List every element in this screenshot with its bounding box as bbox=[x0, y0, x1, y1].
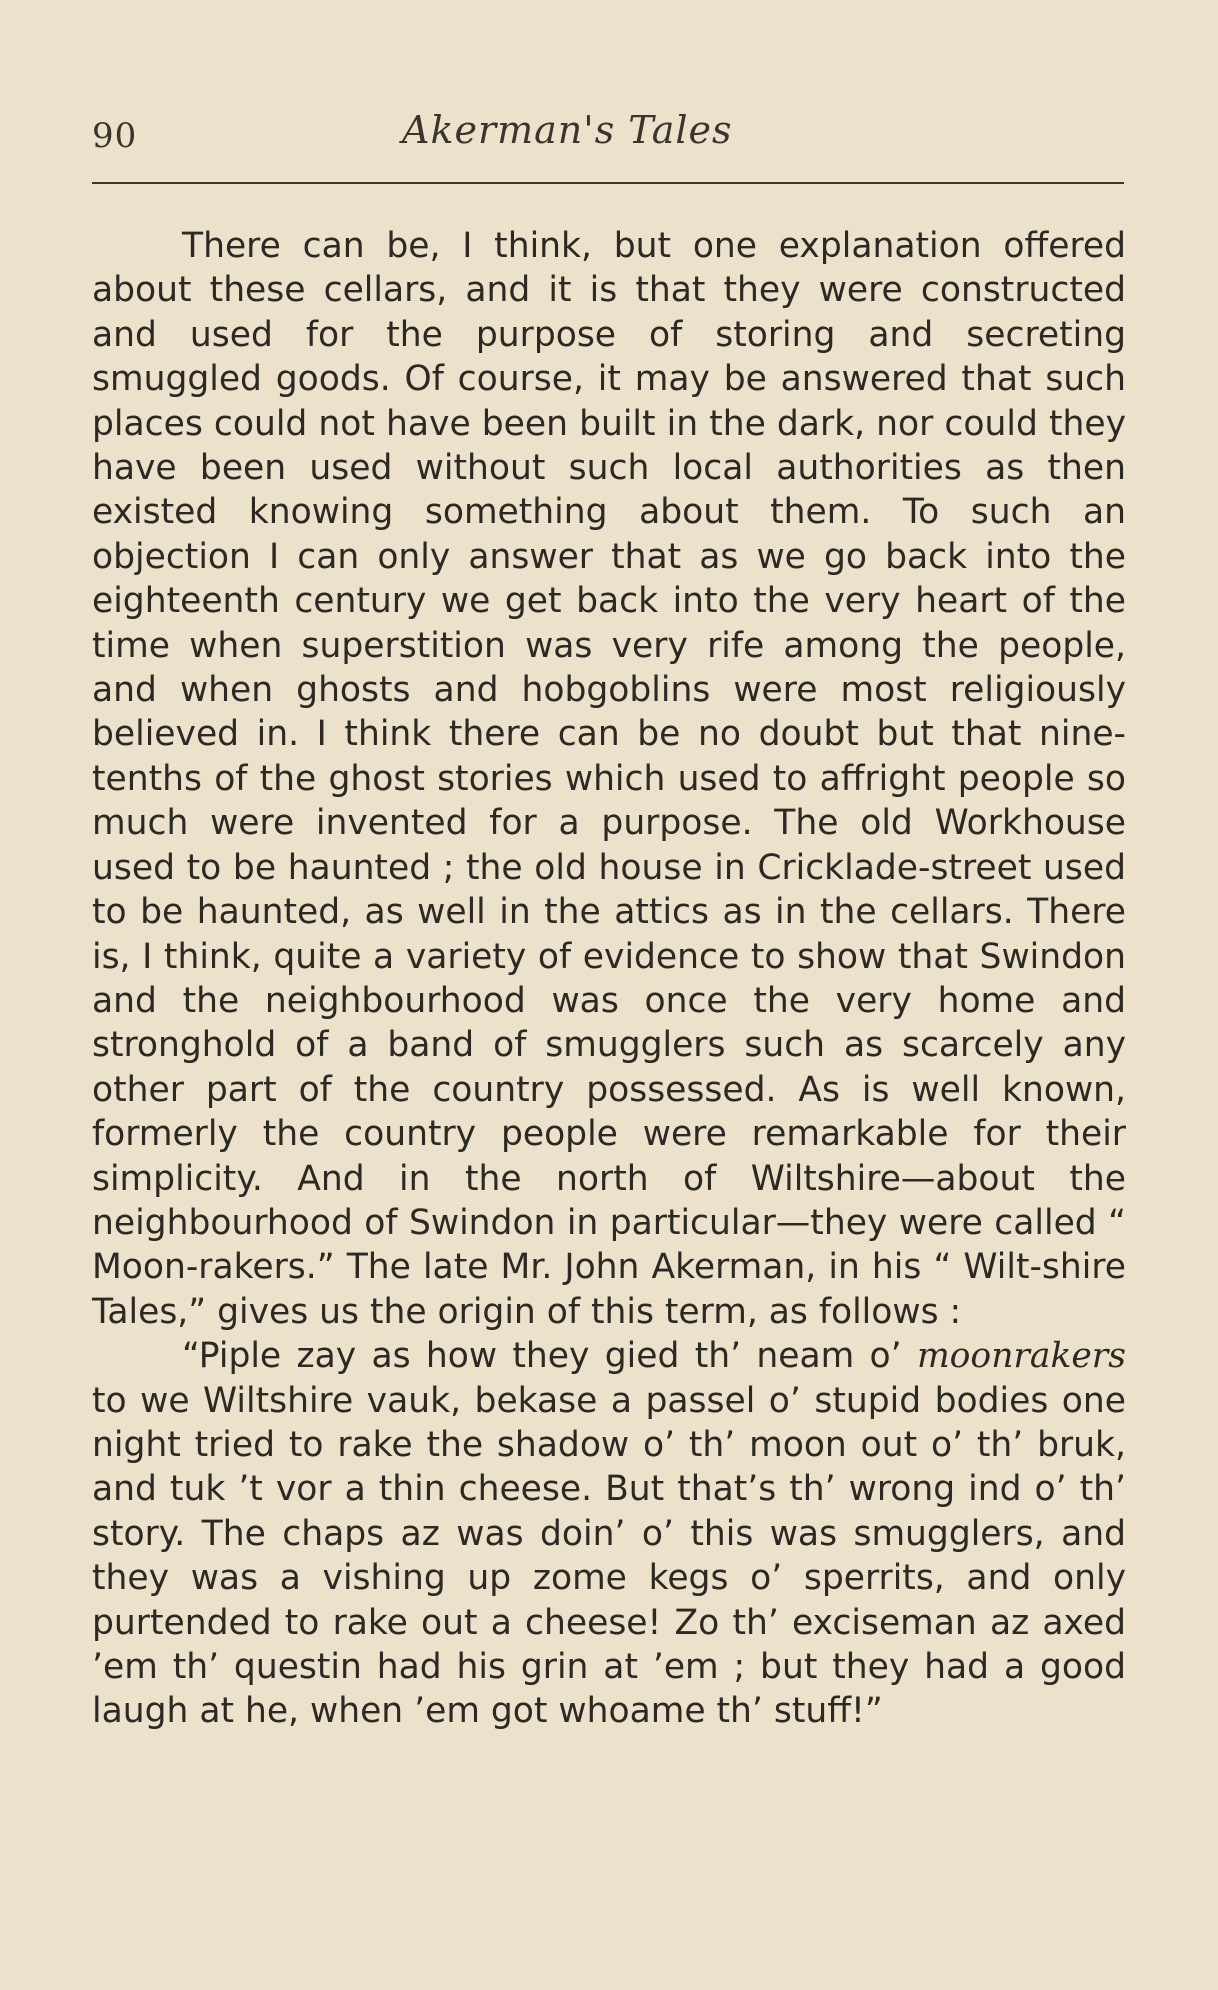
paragraph-1: There can be, I think, but one explanation offered about these cellars, and it is that they were constructed and used for the purpose of storing and secreting smuggled goods. Of course, it may be answered that such places could not have been built in the dark, nor could they have been used without such local authorities as then existed knowing something about them. To such an objection I can only answer that as we go back into the eighteenth century we get back into the very heart of the time when superstition was very rife among the people, and when ghosts and hobgoblins were most religiously believed in. I think there can be no doubt but that nine-tenths of the ghost stories which used to affright people so much were invented for a purpose. The old Workhouse used to be haunted ; the old house in Cricklade-street used to be haunted, as well in the attics as in the cellars. There is, I think, quite a variety of evidence to show that Swindon and the neighbourhood was once the very home and stronghold of a band of smugglers such as scarcely any other part of the country possessed. As is well known, formerly the country people were remarkable for their simplicity. And in the north of Wiltshire—about the neighbourhood of Swindon in particular—they were called “ Moon-rakers.” The late Mr. John Akerman, in his “ Wilt-shire Tales,” gives us the origin of this term, as follows : bbox=[92, 226, 1126, 1332]
italic-term: moonrakers bbox=[916, 1336, 1126, 1377]
paragraph-2 bbox=[92, 1334, 1126, 1734]
quote-continuation: to we Wiltshire vauk, bekase a passel o’ stupid bodies one night tried to rake the shadow o’ th’ moon out o’ th’ bruk, and tuk ’t vor a thin cheese. But that’s th’ wrong ind o’ th’ story. The chaps az was doin’ o’ this was smugglers, and they was a vishing up zome kegs o’ sperrits, and only purtended to rake out a cheese! Zo th’ exciseman az axed ’em th’ questin had his grin at ’em ; but they had a good laugh at he, when ’em got whoame th’ stuff!” bbox=[92, 1380, 1126, 1732]
page-header bbox=[92, 108, 1124, 164]
body-text bbox=[92, 224, 1126, 1734]
header-rule bbox=[92, 182, 1124, 184]
quote-opening: “Piple zay as how they gied th’ neam o’ bbox=[182, 1336, 917, 1377]
running-title: Akerman's Tales bbox=[402, 108, 733, 152]
page-number: 90 bbox=[92, 116, 138, 156]
